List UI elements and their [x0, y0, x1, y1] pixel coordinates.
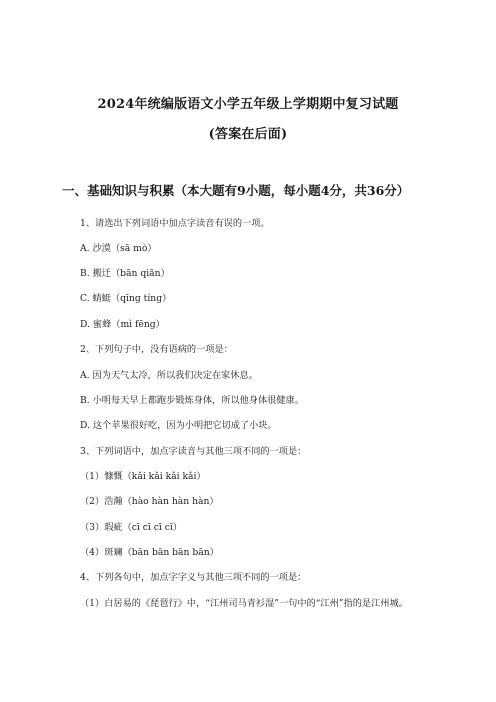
section-heading: 一、基础知识与积累（本大题有9小题，每小题4分，共36分） [62, 183, 410, 198]
question-3-item-4: （4）斑斓（bān bān bān bān） [80, 547, 219, 558]
question-3-item-3: （3）瑕疵（cī cī cī cī） [80, 522, 183, 533]
question-4-item-1: （1）白居易的《琵琶行》中，“江州司马青衫湿”一句中的“江州”指的是江州城。 [80, 598, 408, 609]
question-4-stem: 4、下列各句中，加点字字义与其他三项不同的一项是： [80, 572, 307, 583]
document-title: 2024年统编版语文小学五年级上学期期中复习试题 [97, 97, 399, 112]
question-2-stem: 2、下列句子中，没有语病的一项是： [80, 344, 233, 355]
question-2-option-b: B. 小明每天早上都跑步锻炼身体，所以他身体很健康。 [80, 395, 304, 406]
question-3-item-2: （2）浩瀚（hào hàn hàn hàn） [80, 496, 219, 507]
question-3-stem: 3、下列词语中，加点字读音与其他三项不同的一项是： [80, 446, 307, 457]
question-2-option-a: A. 因为天气太冷，所以我们决定在家休息。 [80, 370, 258, 381]
question-2-option-d: D. 这个苹果很好吃，因为小明把它切成了小块。 [80, 420, 277, 431]
question-1-option-c: C. 蜻蜓（qīng tíng） [80, 293, 172, 304]
question-1-stem: 1、请选出下列词语中加点字读音有误的一项。 [80, 218, 270, 229]
document-subtitle: (答案在后面) [208, 127, 288, 142]
question-3-item-1: （1）慷慨（kǎi kǎi kǎi kǎi） [80, 471, 206, 482]
question-1-option-d: D. 蜜蜂（mì fēng） [80, 319, 165, 330]
question-1-option-a: A. 沙漠（sā mò） [80, 243, 157, 254]
question-1-option-b: B. 搬迁（bān qiān） [80, 268, 170, 279]
